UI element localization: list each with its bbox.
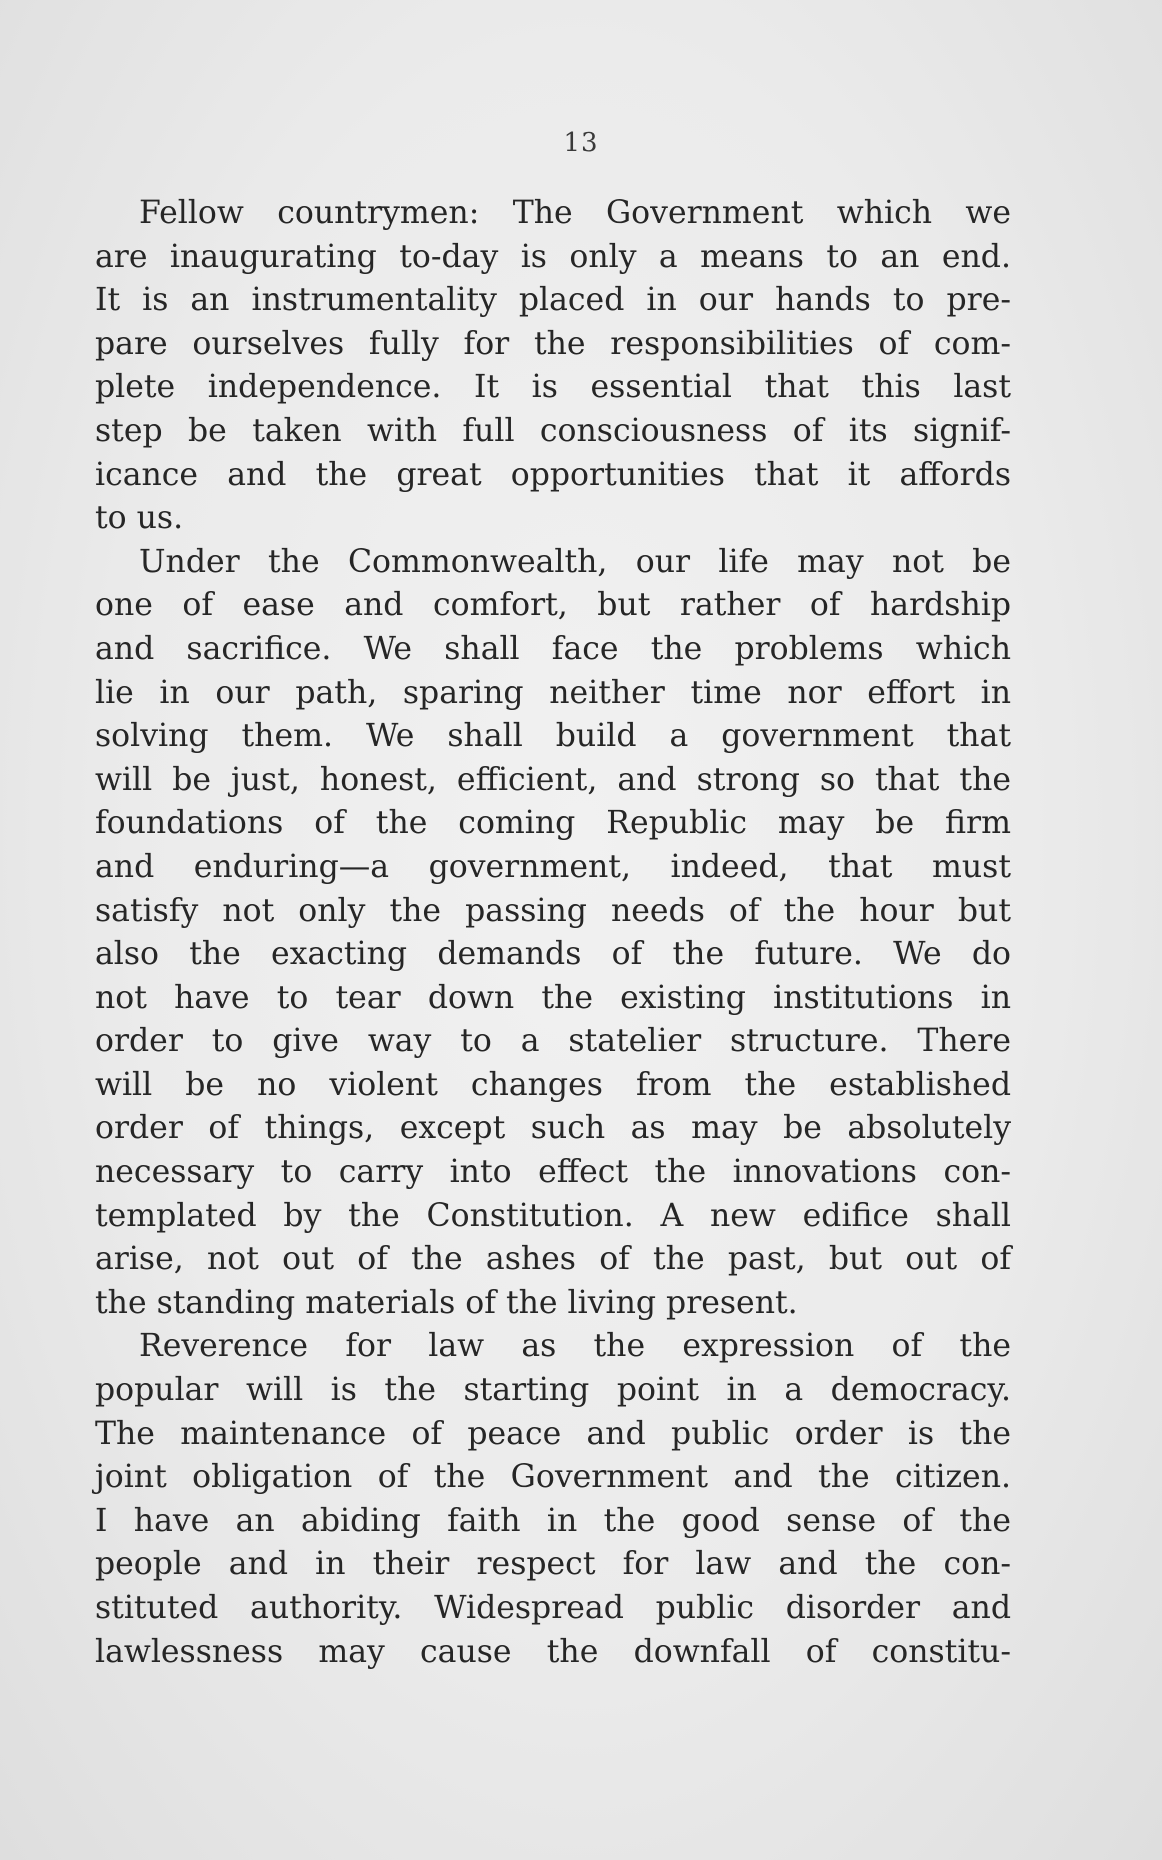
text-line: one of ease and comfort, but rather of hardship	[95, 587, 1011, 624]
text-line: lie in our path, sparing neither time nor effort in	[95, 674, 1011, 711]
text-line: and enduring—a government, indeed, that must	[95, 848, 1011, 885]
text-line: will be just, honest, efficient, and strong so that the	[95, 761, 1011, 798]
text-line: step be taken with full consciousness of its signif-	[95, 412, 1011, 449]
text-line: Fellow countrymen: The Government which we	[139, 195, 1011, 231]
text-line: pare ourselves fully for the responsibilities of com-	[95, 325, 1011, 362]
text-line: arise, not out of the ashes of the past, but out of	[95, 1241, 1011, 1278]
text-line: the standing materials of the living present.	[95, 1284, 798, 1321]
text-line: plete independence. It is essential that this last	[95, 369, 1011, 406]
text-line: icance and the great opportunities that it affords	[95, 456, 1011, 493]
text-line: not have to tear down the existing institutions in	[95, 979, 1011, 1016]
paragraph-3	[95, 1325, 1011, 1674]
text-line: joint obligation of the Government and the citizen.	[95, 1459, 1011, 1496]
text-line: also the exacting demands of the future. We do	[95, 936, 1011, 973]
text-line: popular will is the starting point in a democracy.	[95, 1372, 1011, 1409]
paragraph-2	[95, 541, 1011, 1326]
page-number: 13	[563, 128, 599, 158]
text-line: to us.	[95, 500, 184, 537]
text-line: stituted authority. Widespread public disorder and	[95, 1590, 1011, 1626]
body-text	[95, 192, 1011, 1674]
text-line: It is an instrumentality placed in our hands to pre-	[95, 282, 1011, 319]
text-line: order to give way to a statelier structure. There	[95, 1023, 1011, 1060]
text-line: The maintenance of peace and public order is the	[95, 1415, 1011, 1452]
paragraph-1	[95, 192, 1011, 541]
text-line: lawlessness may cause the downfall of constitu-	[95, 1633, 1011, 1670]
text-line: necessary to carry into effect the innovations con-	[95, 1154, 1011, 1191]
text-line: will be no violent changes from the established	[95, 1066, 1011, 1103]
text-line: order of things, except such as may be absolutely	[95, 1110, 1011, 1147]
text-line: foundations of the coming Republic may be firm	[95, 805, 1011, 842]
text-line: satisfy not only the passing needs of the hour but	[95, 892, 1011, 929]
text-line: I have an abiding faith in the good sense of the	[95, 1502, 1011, 1539]
text-line: people and in their respect for law and the con-	[95, 1546, 1011, 1583]
text-line: Under the Commonwealth, our life may not be	[139, 543, 1011, 580]
text-line: and sacrifice. We shall face the problems which	[95, 630, 1011, 667]
text-line: solving them. We shall build a government that	[95, 718, 1011, 755]
text-line: are inaugurating to-day is only a means to an end.	[95, 238, 1011, 275]
text-line: Reverence for law as the expression of the	[139, 1328, 1011, 1365]
text-line: templated by the Constitution. A new edifice shall	[95, 1197, 1011, 1234]
